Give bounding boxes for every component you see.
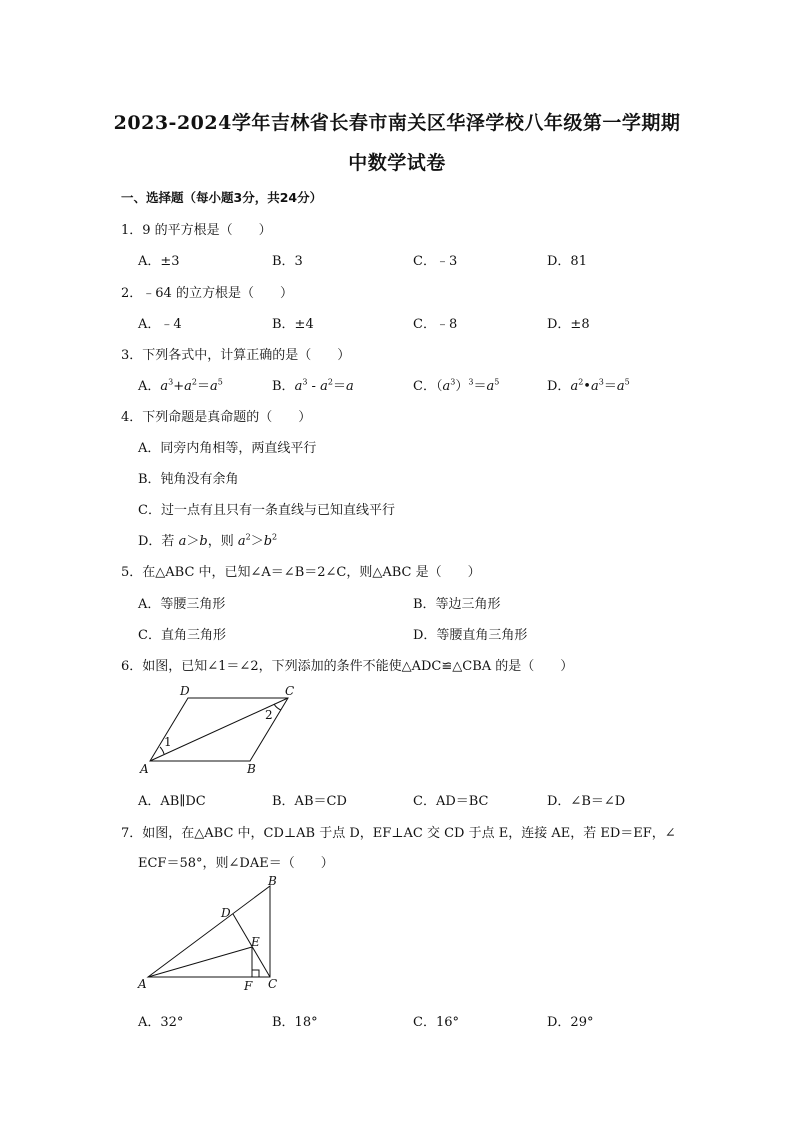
page-title-line2: 中数学试卷 <box>348 152 446 174</box>
q3-option-d: D．$a^2•a^3=a^5$ <box>547 377 630 394</box>
q3-option-a: A．$a^3+a^2=a^5$ <box>138 377 223 394</box>
q4-option-d: D．若 a＞b，则 $a^2>b^2$ <box>138 532 278 549</box>
q2-option-c: C．﹣8 <box>413 317 458 332</box>
question-2-stem: 2．﹣64 的立方根是（ ） <box>121 286 293 301</box>
q4-option-b: B．钝角没有余角 <box>138 472 239 487</box>
q6-angle-2: 2 <box>265 708 273 722</box>
q4-option-c: C．过一点有且只有一条直线与已知直线平行 <box>138 503 395 518</box>
question-5-stem: 5．在△ABC 中，已知∠A＝∠B＝2∠C，则△ABC 是（ ） <box>121 565 481 580</box>
q2-option-d: D．±8 <box>547 317 590 332</box>
q5-option-a: A．等腰三角形 <box>138 597 226 612</box>
q5-option-d: D．等腰直角三角形 <box>413 628 528 643</box>
q6-option-d: D．∠B＝∠D <box>547 794 626 809</box>
q7-figure-triangle <box>135 876 290 996</box>
q1-option-b: B．3 <box>272 254 303 269</box>
q6-option-c: C．AD＝BC <box>413 794 489 809</box>
q3-option-c: C．$(a^3)^3=a^5$ <box>413 377 500 394</box>
q7-label-b: B <box>268 876 277 888</box>
q2-option-b: B．±4 <box>272 317 314 332</box>
q1-option-a: A．±3 <box>138 254 180 269</box>
q7-option-c: C．16° <box>413 1015 459 1030</box>
question-7-stem-line2: ECF＝58°，则∠DAE＝（ ） <box>138 856 334 871</box>
q6-option-b: B．AB＝CD <box>272 794 347 809</box>
q7-label-c: C <box>268 977 278 991</box>
q7-label-f: F <box>244 979 253 993</box>
q7-label-d: D <box>221 906 231 920</box>
q6-label-b: B <box>247 762 256 776</box>
q6-option-a: A．AB∥DC <box>138 794 206 809</box>
q1-option-c: C．﹣3 <box>413 254 458 269</box>
q6-figure-parallelogram <box>138 683 308 778</box>
q7-option-a: A．32° <box>138 1015 184 1030</box>
question-3-stem: 3．下列各式中，计算正确的是（ ） <box>121 348 351 363</box>
q4-option-a: A．同旁内角相等，两直线平行 <box>138 441 317 456</box>
q7-option-d: D．29° <box>547 1015 594 1030</box>
question-1-stem: 1．9 的平方根是（ ） <box>121 223 272 238</box>
q2-option-a: A．﹣4 <box>138 317 182 332</box>
q6-label-a: A <box>140 762 149 776</box>
q6-label-d: D <box>180 684 190 698</box>
q3-option-b: B．$a^3 - a^2=a$ <box>272 377 354 394</box>
q1-option-d: D．81 <box>547 254 587 269</box>
q5-option-b: B．等边三角形 <box>413 597 501 612</box>
section-heading: 一、选择题（每小题3分，共24分） <box>121 190 323 205</box>
q7-label-a: A <box>138 977 147 991</box>
question-6-stem: 6．如图，已知∠1＝∠2，下列添加的条件不能使△ADC≌△CBA 的是（ ） <box>121 659 574 674</box>
q6-angle-1: 1 <box>164 735 172 749</box>
q7-label-e: E <box>251 935 260 949</box>
page-title-line1: 2023-2024学年吉林省长春市南关区华泽学校八年级第一学期期 <box>113 112 681 134</box>
q5-option-c: C．直角三角形 <box>138 628 226 643</box>
question-7-stem-line1: 7．如图，在△ABC 中，CD⊥AB 于点 D，EF⊥AC 交 CD 于点 E，连接 AE，若 ED＝EF，∠ <box>121 826 676 841</box>
question-4-stem: 4．下列命题是真命题的（ ） <box>121 410 312 425</box>
q6-label-c: C <box>285 684 295 698</box>
q7-option-b: B．18° <box>272 1015 318 1030</box>
